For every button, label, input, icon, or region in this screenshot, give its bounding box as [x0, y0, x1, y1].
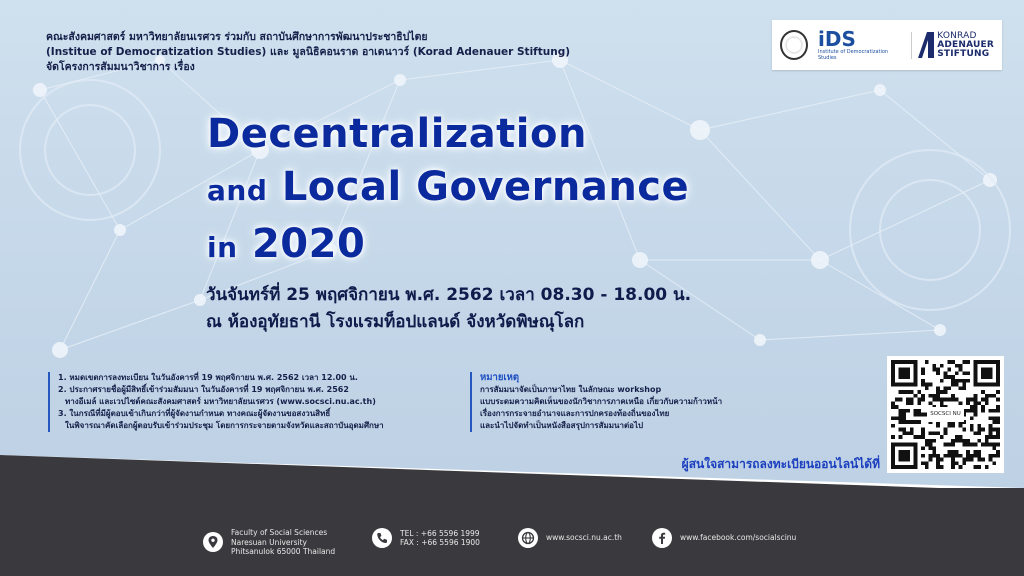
event-date: วันจันทร์ที่ 25 พฤศจิกายน พ.ศ. 2562 เวลา 08.30 - 18.00 น. [206, 285, 692, 305]
website-link[interactable]: www.socsci.nu.ac.th [546, 533, 622, 543]
ids-logo-text: iDS [817, 27, 856, 51]
note-item: 1. หมดเขตการลงทะเบียน ในวันอังคารที่ 19 พฤศจิกายน พ.ศ. 2562 เวลา 12.00 น. [58, 373, 358, 382]
title-line-1: Decentralization [207, 111, 587, 157]
footer-phone [372, 528, 480, 548]
remark-section [470, 372, 770, 432]
location-pin-icon [203, 532, 223, 552]
footer-address [203, 528, 335, 557]
header-line-1: คณะสังคมศาสตร์ มหาวิทยาลัยนเรศวร ร่วมกับ สถาบันศึกษาการพัฒนาประชาธิปไตย [46, 31, 428, 43]
footer-facebook[interactable] [652, 528, 796, 548]
remark-title: หมายเหตุ [480, 372, 520, 383]
note-item: 3. ในกรณีที่มีผู้ตอบเข้าเกินกว่าที่ผู้จัดงานกำหนด ทางคณะผู้จัดงานขอสงวนสิทธิ์ [58, 409, 331, 418]
remark-line: และนำไปจัดทำเป็นหนังสือสรุปการสัมมนาต่อไป [480, 421, 644, 430]
ids-logo-subtext: Institute of Democratization Studies [817, 49, 889, 61]
facebook-icon [652, 528, 672, 548]
registration-notes [48, 372, 448, 432]
remark-line: แบบระดมความคิดเห็นของนักวิชาการภาคเหนือ เกี่ยวกับความก้าวหน้า [480, 397, 723, 406]
header-line-2: (Institue of Democratization Studies) และ มูลนิธิคอนราด อาเดนาวร์ (Korad Adenauer Stiftung) [46, 46, 571, 58]
university-seal-icon [780, 30, 808, 60]
address-line: Naresuan University [231, 537, 307, 547]
kas-line-2: ADENAUER [937, 39, 994, 50]
note-item: ในพิจารณาคัดเลือกผู้ตอบรับเข้าร่วมประชุม โดยการกระจายตามจังหวัดและสถาบันอุดมศึกษา [65, 421, 384, 430]
phone-icon [372, 528, 392, 548]
address-line: Phitsanulok 65000 Thailand [231, 547, 336, 556]
title-and: and [207, 174, 268, 207]
note-item: 2. ประกาศรายชื่อผู้มีสิทธิ์เข้าร่วมสัมมนา ในวันอังคารที่ 19 พฤศจิกายน พ.ศ. 2562 [58, 385, 349, 394]
footer-bar [0, 488, 1024, 576]
qr-center-label: SOCSCI NU [927, 407, 964, 422]
address-line: Faculty of Social Sciences [231, 528, 328, 537]
ids-logo [818, 29, 901, 61]
seminar-title [207, 108, 847, 274]
partner-logos [772, 20, 1002, 70]
fax-number: FAX : +66 5596 1900 [400, 538, 480, 547]
title-line-3: 2020 [251, 221, 366, 267]
register-online-text: ผู้สนใจสามารถลงทะเบียนออนไลน์ได้ที่ [681, 457, 880, 471]
title-line-2: Local Governance [281, 164, 690, 210]
note-item: ทางอีเมล์ และเวปไซต์คณะสังคมศาสตร์ มหาวิทยาลัยนเรศวร (www.socsci.nu.ac.th) [65, 397, 376, 406]
title-in: in [207, 231, 238, 264]
footer-website[interactable] [518, 528, 622, 548]
kas-line-1: KONRAD [937, 30, 977, 41]
globe-icon [518, 528, 538, 548]
tel-number: TEL : +66 5596 1999 [400, 528, 480, 538]
remark-line: การสัมมนาจัดเป็นภาษาไทย ในลักษณะ workshop [480, 385, 662, 394]
header-line-3: จัดโครงการสัมมนาวิชาการ เรื่อง [46, 61, 195, 73]
kas-mark-icon [918, 32, 934, 58]
event-info [206, 282, 766, 336]
event-venue: ณ ห้องอุทัยธานี โรงแรมท็อปแลนด์ จังหวัดพิษณุโลก [206, 312, 585, 332]
organizer-header [46, 30, 746, 75]
facebook-link[interactable]: www.facebook.com/socialscinu [680, 533, 797, 543]
remark-line: เรื่องการกระจายอำนาจและการปกครองท้องถิ่นของไทย [480, 409, 670, 418]
kas-logo [911, 32, 994, 59]
kas-line-3: STIFTUNG [937, 48, 990, 59]
